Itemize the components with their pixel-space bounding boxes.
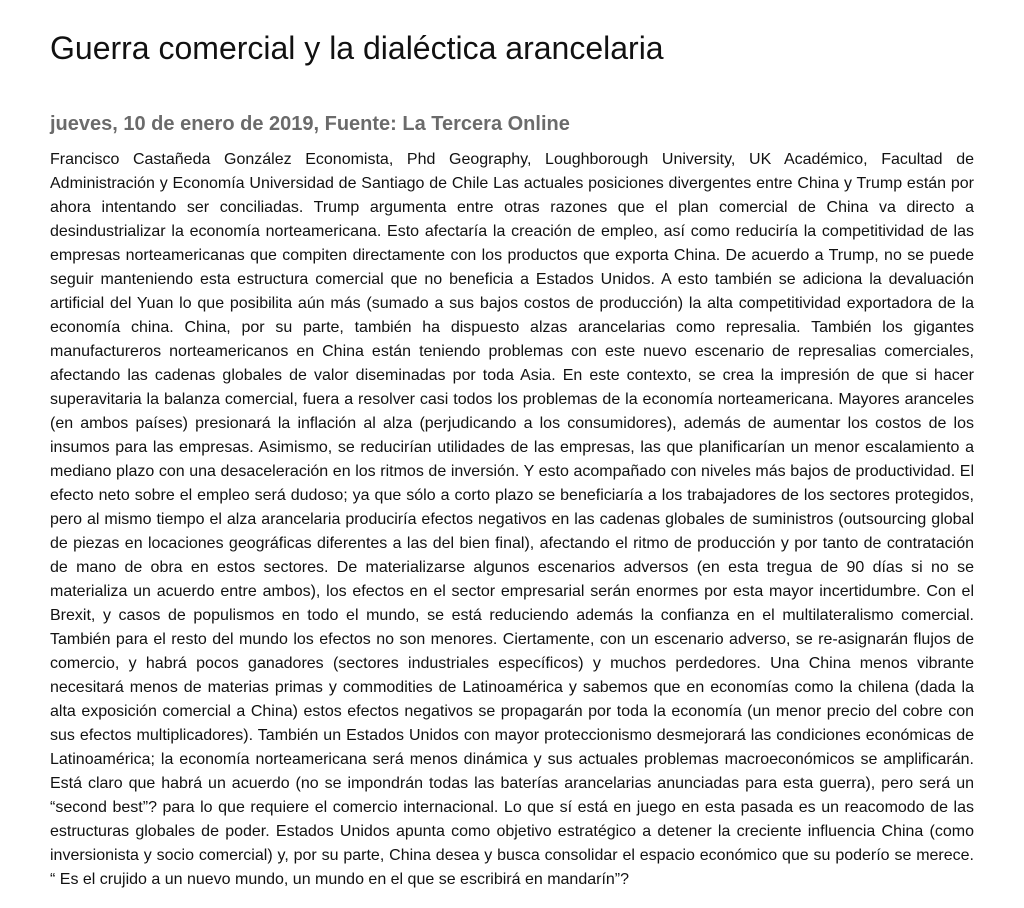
article-date-source: jueves, 10 de enero de 2019, Fuente: La Tercera Online (50, 113, 570, 135)
article-title: Guerra comercial y la dialéctica arancelaria (50, 30, 664, 66)
article-body: Francisco Castañeda González Economista, Phd Geography, Loughborough University, UK Académico, Facultad de Administración y Economía Universidad de Santiago de Chile Las actuales posiciones divergentes entre China y Trump están por ahora intentando ser conciliadas. Trump argumenta entre otras razones que el plan comercial de China va directo a desindustrializar la economía norteamericana. Esto afectaría la creación de empleo, así como reduciría la competitividad de las empresas norteamericanas que compiten directamente con los productos que exporta China. De acuerdo a Trump, no se puede seguir manteniendo esta estructura comercial que no beneficia a Estados Unidos. A esto también se adiciona la devaluación artificial del Yuan lo que posibilita aún más (sumado a sus bajos costos de producción) la alta competitividad exportadora de la economía china. China, por su parte, también ha dispuesto alzas arancelarias como represalia. También los gigantes manufactureros norteamericanos en China están teniendo problemas con este nuevo escenario de represalias comerciales, afectando las cadenas globales de valor diseminadas por toda Asia. En este contexto, se crea la impresión de que si hacer superavitaria la balanza comercial, fuera a resolver casi todos los problemas de la economía norteamericana. Mayores aranceles (en ambos países) presionará la inflación al alza (perjudicando a los consumidores), además de aumentar los costos de los insumos para las empresas. Asimismo, se reducirían utilidades de las empresas, las que planificarían un menor escalamiento a mediano plazo con una desaceleración en los ritmos de inversión. Y esto acompañado con niveles más bajos de productividad. El efecto neto sobre el empleo será dudoso; ya que sólo a corto plazo se beneficiaría a los trabajadores de los sectores protegidos, pero al mismo tiempo el alza arancelaria produciría efectos negativos en las cadenas globales de suministros (outsourcing global de piezas en locaciones geográficas diferentes a las del bien final), afectando el ritmo de producción y por tanto de contratación de mano de obra en estos sectores. De materializarse algunos escenarios adversos (en esta tregua de 90 días si no se materializa un acuerdo entre ambos), los efectos en el sector empresarial serán enormes por esta mayor incertidumbre. Con el Brexit, y casos de populismos en todo el mundo, se está reduciendo además la confianza en el multilateralismo comercial. También para el resto del mundo los efectos no son menores. Ciertamente, con un escenario adverso, se re-asignarán flujos de comercio, y habrá pocos ganadores (sectores industriales específicos) y muchos perdedores. Una China menos vibrante necesitará menos de materias primas y commodities de Latinoamérica y sabemos que en economías como la chilena (dada la alta exposición comercial a China) estos efectos negativos se propagarán por toda la economía (un menor precio del cobre con sus efectos multiplicadores). También un Estados Unidos con mayor proteccionismo desmejorará las condiciones económicas de Latinoamérica; la economía norteamericana será menos dinámica y sus actuales problemas macroeconómicos se amplificarán. Está claro que habrá un acuerdo (no se impondrán todas las baterías arancelarias anunciadas para esta guerra), pero será un “second best”? para lo que requiere el comercio internacional. Lo que sí está en juego en esta pasada es un reacomodo de las estructuras globales de poder. Estados Unidos apunta como objetivo estratégico a detener la creciente influencia China (como inversionista y socio comercial) y, por su parte, China desea y busca consolidar el espacio económico que su poderío se merece. “ Es el crujido a un nuevo mundo, un mundo en el que se escribirá en mandarín”? (50, 151, 974, 888)
